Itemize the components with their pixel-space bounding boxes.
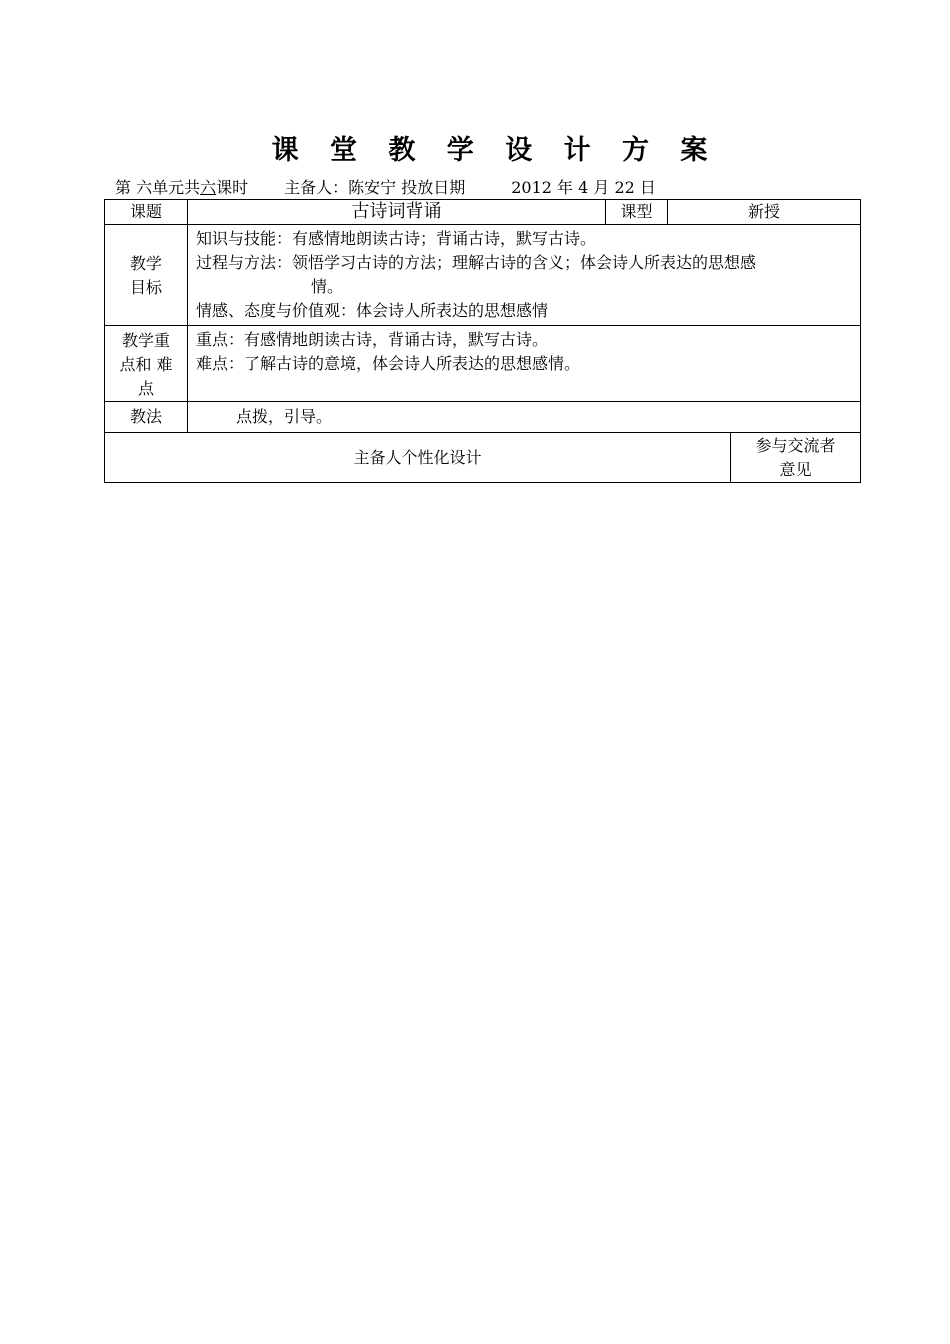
difficult-point: 难点：了解古诗的意境，体会诗人所表达的思想感情。	[196, 354, 581, 373]
key-label-line: 点和 难	[119, 354, 173, 374]
goals-label-line: 教学	[129, 254, 162, 273]
goal-knowledge: 知识与技能：有感情地朗读古诗；背诵古诗，默写古诗。	[196, 229, 597, 248]
opinion-label-line: 意见	[779, 459, 812, 479]
type-value: 新授	[668, 200, 861, 225]
unit-prefix: 第 六单元共	[115, 178, 201, 197]
meta-line	[115, 175, 656, 198]
goal-process-cont: 情。	[311, 277, 344, 296]
opinion-label	[731, 433, 861, 483]
key-points-row	[105, 326, 861, 402]
key-points-content	[188, 326, 861, 402]
method-label: 教法	[105, 402, 188, 433]
method-value: 点拨，引导。	[188, 402, 861, 433]
goals-label	[105, 225, 188, 326]
unit-count: 六	[200, 178, 217, 197]
topic-label: 课题	[105, 200, 188, 225]
goals-row	[105, 225, 861, 326]
design-row	[105, 433, 861, 483]
preparer-info: 主备人：陈安宁 投放日期	[284, 178, 466, 197]
key-label-line: 点	[137, 378, 154, 398]
key-points-label	[105, 326, 188, 402]
goals-label-line: 目标	[129, 278, 162, 297]
method-row	[105, 402, 861, 433]
key-label-line: 教学重	[121, 330, 170, 350]
goals-content	[188, 225, 861, 326]
design-label: 主备人个性化设计	[105, 433, 731, 483]
unit-suffix: 课时	[216, 178, 249, 197]
key-point: 重点：有感情地朗读古诗，背诵古诗，默写古诗。	[196, 330, 549, 349]
topic-value: 古诗词背诵	[188, 200, 606, 225]
goal-emotion: 情感、态度与价值观：体会诗人所表达的思想感情	[196, 301, 549, 320]
type-label: 课型	[606, 200, 668, 225]
lesson-plan-table	[104, 199, 861, 483]
goal-process: 过程与方法：领悟学习古诗的方法；理解古诗的含义；体会诗人所表达的思想感	[196, 253, 757, 272]
opinion-label-line: 参与交流者	[755, 435, 836, 455]
release-date: 2012 年 4 月 22 日	[511, 178, 656, 197]
page-title: 课 堂 教 学 设 计 方 案	[271, 135, 719, 166]
topic-row	[105, 200, 861, 225]
